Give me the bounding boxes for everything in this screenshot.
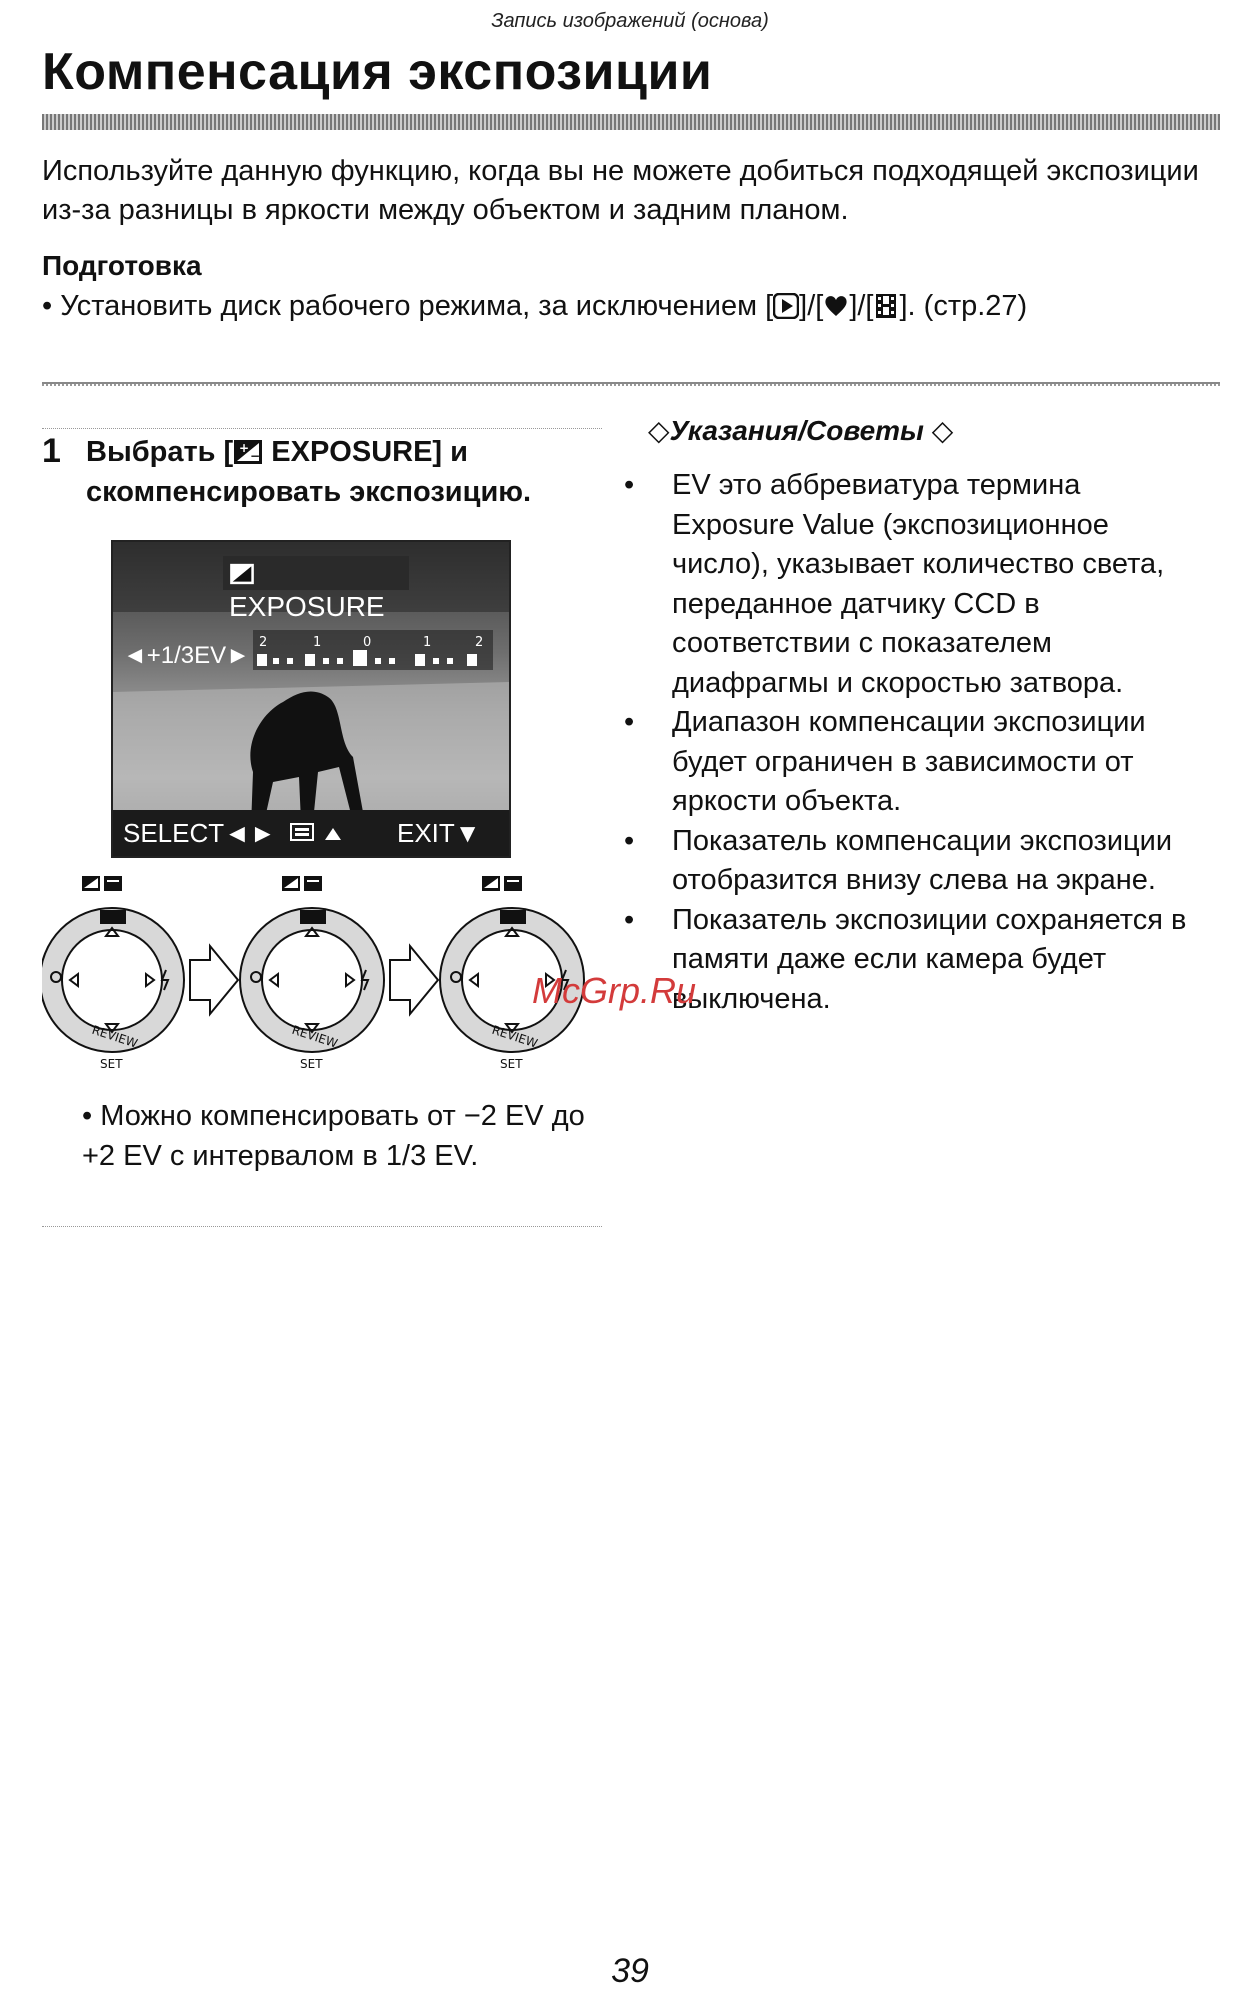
dial-2 bbox=[240, 876, 384, 1071]
tips-list bbox=[624, 466, 1208, 1019]
lcd-title-box bbox=[223, 556, 409, 622]
section-header: Запись изображений (основа) bbox=[491, 10, 769, 32]
step-text-before: Выбрать [ bbox=[86, 436, 234, 468]
control-dials-diagram bbox=[42, 872, 602, 1072]
tip-item bbox=[624, 901, 1208, 1020]
preparation-sep-2: ]/[ bbox=[849, 290, 874, 322]
tip-bullet: • bbox=[624, 903, 635, 936]
lcd-scale-label: 2 bbox=[259, 635, 268, 650]
tip-text: Диапазон компенсации экспозиции будет ограничен в зависимости от яркости объекта. bbox=[672, 706, 1146, 817]
tip-item bbox=[624, 703, 1208, 822]
lcd-scale-label: 2 bbox=[475, 635, 484, 650]
lcd-title: EXPOSURE bbox=[229, 591, 385, 622]
tip-text: Показатель экспозиции сохраняется в памяти даже если камера будет выключена. bbox=[672, 903, 1187, 1015]
playback-icon bbox=[773, 293, 799, 319]
lcd-bottom-bar bbox=[113, 810, 509, 856]
lcd-ev-scale bbox=[253, 622, 509, 672]
preparation-text-before: • Установить диск рабочего режима, за исключением [ bbox=[42, 290, 774, 322]
lcd-scale-label: 1 bbox=[313, 635, 322, 650]
camera-lcd-screen bbox=[111, 540, 511, 858]
arrow-right-icon bbox=[190, 946, 238, 1014]
page-number: 39 bbox=[611, 1952, 649, 1990]
exposure-icon bbox=[233, 439, 263, 465]
lcd-select-label: SELECT◄► bbox=[123, 818, 276, 848]
page-title: Компенсация экспозиции bbox=[42, 43, 713, 101]
step-number: 1 bbox=[42, 432, 61, 470]
left-column-bottom-rule bbox=[42, 1226, 602, 1227]
arrow-right-icon bbox=[390, 946, 438, 1014]
preparation-text-after: ]. (стр.27) bbox=[899, 290, 1028, 322]
lcd-scale-label: 0 bbox=[363, 635, 372, 650]
section-divider bbox=[42, 382, 1220, 386]
tip-text: Показатель компенсации экспозиции отобразится внизу слева на экране. bbox=[672, 824, 1173, 896]
svg-text:−: − bbox=[250, 449, 261, 463]
tip-bullet: • bbox=[624, 706, 635, 738]
tip-text: EV это аббревиатура термина Exposure Value (экспозиционное число), указывает количество света, переданное датчику CCD в соответствии с показателем диафрагмы и скоростью затвора. bbox=[672, 469, 1165, 699]
lcd-menu-up-icon bbox=[289, 820, 349, 848]
tips-heading: ◇Указания/Советы ◇ bbox=[648, 415, 954, 446]
dial-1 bbox=[42, 876, 184, 1071]
lcd-exit-label: EXIT▼ bbox=[397, 818, 481, 848]
title-underline bbox=[42, 114, 1220, 130]
tip-item bbox=[624, 822, 1208, 901]
watermark: McGrp.Ru bbox=[532, 970, 697, 1011]
tip-bullet: • bbox=[624, 824, 635, 857]
step-bullet: • Можно компенсировать от −2 EV до +2 EV с интервалом в 1/3 EV. bbox=[82, 1100, 585, 1172]
heart-icon bbox=[823, 293, 849, 319]
lcd-exposure-icon bbox=[229, 563, 255, 585]
step-instruction bbox=[86, 432, 606, 512]
step-text-after: EXPOSURE] и скомпенсировать экспозицию. bbox=[86, 436, 532, 508]
preparation-sep-1: ]/[ bbox=[799, 290, 824, 322]
svg-text:+: + bbox=[239, 441, 250, 455]
preparation-heading: Подготовка bbox=[42, 250, 202, 281]
tip-item bbox=[624, 466, 1208, 703]
preparation-text bbox=[42, 286, 1222, 326]
lcd-scale-label: 1 bbox=[423, 635, 432, 650]
lcd-ev-value: ◄+1/3EV► bbox=[123, 642, 250, 669]
left-column-top-rule bbox=[42, 428, 602, 429]
tip-bullet: • bbox=[624, 469, 635, 501]
film-icon bbox=[873, 293, 899, 319]
intro-paragraph: Используйте данную функцию, когда вы не можете добиться подходящей экспозиции из-за разницы в яркости между объектом и задним планом. bbox=[42, 155, 1199, 226]
